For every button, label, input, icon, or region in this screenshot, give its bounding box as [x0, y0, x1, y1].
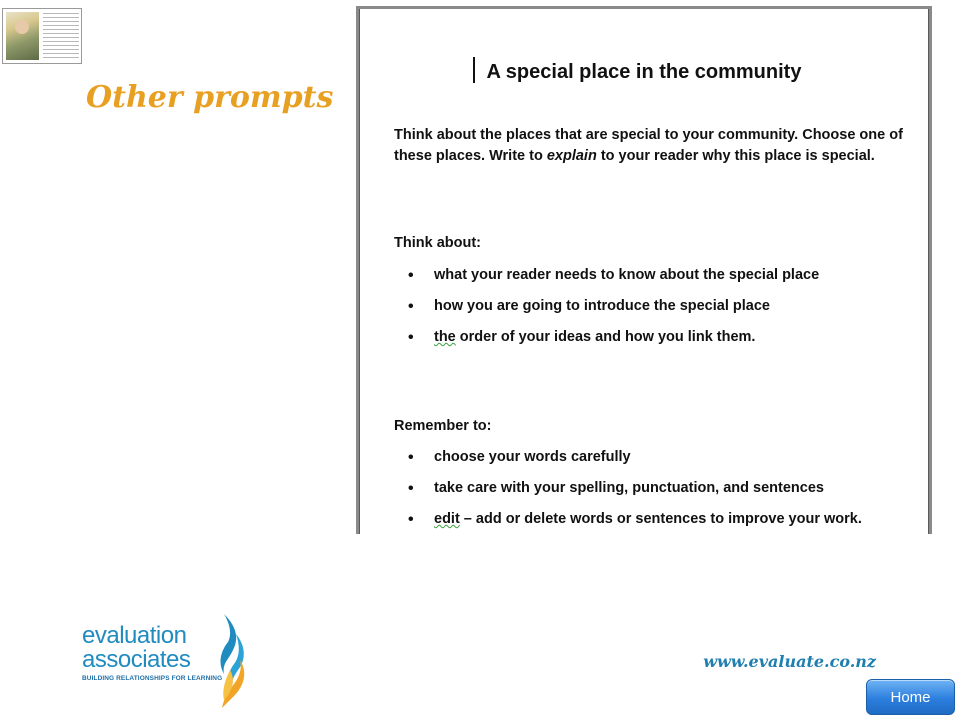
spellcheck-word: the — [434, 329, 456, 345]
intro-text-2: to your reader why this place is special. — [596, 148, 875, 164]
thumbnail-photo — [6, 12, 39, 60]
list-item — [396, 449, 862, 480]
document-frame — [356, 6, 932, 534]
spellcheck-word: edit — [434, 511, 460, 527]
intro-emphasis: explain — [546, 148, 597, 164]
list-item — [396, 298, 819, 329]
list-item-text: – add or delete words or sentences to improve your work. — [459, 511, 862, 527]
list-item-text: choose your words carefully — [434, 449, 631, 465]
website-link[interactable]: www.evaluate.co.nz — [703, 652, 876, 671]
intro-paragraph — [394, 125, 914, 167]
list-item — [396, 329, 819, 360]
document-page — [359, 9, 929, 534]
logo-tagline: BUILDING RELATIONSHIPS FOR LEARNING — [82, 675, 223, 682]
page-title: Other prompts — [86, 80, 334, 115]
evaluation-associates-logo — [82, 612, 252, 712]
remember-to-list — [396, 449, 862, 542]
list-item — [396, 267, 819, 298]
intro-text-1: Think about the places that are special to your community. Choose one of these places. Write to — [394, 127, 903, 164]
think-about-label: Think about: — [394, 235, 481, 251]
list-item-text: what your reader needs to know about the special place — [434, 267, 820, 283]
list-item — [396, 511, 862, 542]
thumbnail-text-lines — [43, 13, 79, 61]
list-item-text: take care with your spelling, punctuation, and sentences — [434, 480, 824, 496]
logo-word-associates: associates — [82, 646, 191, 673]
think-about-list — [396, 267, 819, 360]
list-item — [396, 480, 862, 511]
home-button[interactable]: Home — [866, 679, 955, 715]
list-item-text: order of your ideas and how you link them. — [455, 329, 756, 345]
document-heading: A special place in the community — [486, 61, 802, 83]
remember-to-label: Remember to: — [394, 418, 492, 434]
flame-icon — [206, 612, 252, 708]
list-item-text: how you are going to introduce the special place — [434, 298, 770, 314]
logo-word-evaluation: evaluation — [82, 622, 187, 649]
slide-thumbnail — [2, 8, 82, 64]
